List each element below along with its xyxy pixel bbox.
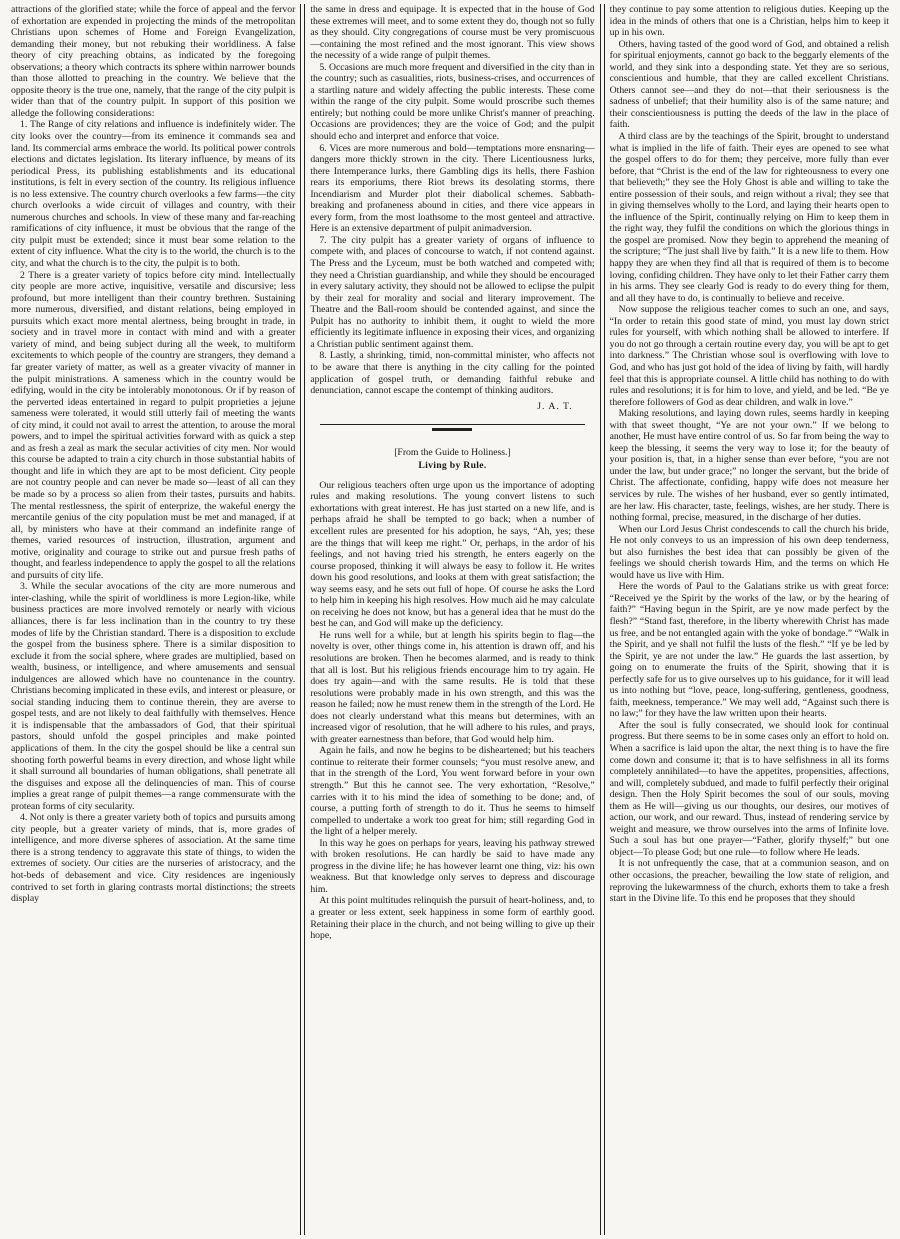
paragraph: 4. Not only is there a greater variety both of topics and pursuits among city people, but a greater variety of minds, that is, more grades of intelligence, and more diverse spheres of association. At the same time there is a strong tendency to aggravate this state of things, to widen the extremes of society. Our cities are the nurseries of aristocracy, and the hot-beds of debasement and vice. City residences are ingeniously contrived to set forth in glaring contrasts mortal distinctions; the streets display <box>11 812 296 905</box>
paragraph: the same in dress and equipage. It is expected that in the house of God these extremes will meet, and to some extent they do, though not so fully as they should. City congregations of course must be very promiscuous—containing the most refined and the most ignorant. This view shows the necessity of a wide range of pulpit themes. <box>310 4 595 62</box>
paragraph: Others, having tasted of the good word of God, and obtained a relish for spiritual enjoyments, cannot go back to the beggarly elements of the world, and they sink into a desponding state. Yet they are so serious, conscientious and humble, that they are called excellent Christians. Others cannot see—and they do not—that their seriousness is the sadness of unbelief; that their humility also is of the same nature; and their conscientiousness is putting the deeds of the law in the place of faith. <box>609 38 889 131</box>
article-title: Living by Rule. <box>418 460 487 472</box>
paragraph: Making resolutions, and laying down rules, seems hardly in keeping with that sweet thought, “Ye are not your own.” If we belong to another, He must have entire control of us. So far from being the way to keep the blessing, it seems the very way to lose it; for the beauty of your position is, that, in a higher sense than ever before, “you are not under the law, but under grace;” no longer the servant, but the bride of Christ. The affectionate, confiding, happy wife does not measure her services by rule. The wishes of her husband, ever so gently intimated, are her law. His character, taste, feelings, wishes, are her study. There is nothing formal, precise, measured, in the discharge of her duties. <box>609 408 889 524</box>
paragraph: 6. Vices are more numerous and bold—temptations more ensnaring—dangers more thickly strown in the city. There Licentiousness lurks, there Intemperance lurks, there Gambling digs its hells, there Fashion rears its emporiums, there Riot brews its desolating storms, there Incendiarism and Murder plot their diabolical schemes. Sabbath-breaking and profaneness abound in cities, and there vice appears in every form, from the most loathsome to the most genteel and attractive. Here is an extensive department of pulpit animadversion. <box>310 142 595 235</box>
paragraph: Again he fails, and now he begins to be disheartened; but his teachers continue to reiterate their former counsels; “you must resolve anew, and that in the strength of the Lord, You went forward before in your own strength.” But this he cannot see. The very exhortation, “Resolve,” carries with it to his mind the idea of something to be done; and, of course, a putting forth of strength to do it. Thus he seems to himself compelled to undertake a work too great for him; still regarding God in the light of a helper merely. <box>310 745 595 838</box>
column-middle <box>304 4 599 1235</box>
divider-line <box>320 424 584 425</box>
paragraph: 8. Lastly, a shrinking, timid, non-committal minister, who affects not to be aware that there is anything in the city calling for the pointed application of gospel truth, or demanding faithful rebuke and denunciation, cannot escape the contempt of thinking auditors. <box>310 350 595 397</box>
column-right <box>604 4 894 1235</box>
paragraph: they continue to pay some attention to religious duties. Keeping up the idea in the minds of others that one is a Christian, helps him to keep it up in his own. <box>609 4 889 39</box>
paragraph: At this point multitudes relinquish the pursuit of heart-holiness, and, to a greater or less extent, seek happiness in some form of earthly good. Retaining their place in the church, and not being willing to give up their hope, <box>310 895 595 942</box>
author-signature: J. A. T. <box>537 400 573 412</box>
paragraph: 2 There is a greater variety of topics before city mind. Intellectually city people are more active, inquisitive, versatile and discursive; less profound, but more intelligent than their country brethren. Sustaining more numerous, diversified, and distant relations, being employed in pursuits which exact more mental alertness, being brought in trade, in society and in travel more in contact with mind and with a greater variety of mind, and being subject during all the week, to multiform excitements to which people of the country are strangers, they demand a far greater variety of matter, as well as a greater vivacity of manner in the pulpit ministrations. A sameness which in the country would be edifying, would in the city be intolerably monotonous. Or if by reason of the perverted ideas entertained in regard to pulpit proprieties a jejune sameness were tolerated, it would still utterly fail of meeting the wants of city mind, it could not avail to arrest the attention, to arouse the moral powers, and to impel the spiritual activities forward with as quick a step and as fresh a zeal as mark the secular activities of city men. Nor would this course be adapted to train a city church in those substantial habits of thought and life in which they are apt to be most deficient. City people are not country people and can never be made so—least of all can they be made so by a process so alien from their tastes, pursuits and habits. The mental restlessness, the spirit of enterprize, the wakeful energy the mercantile genius of the city population must be met and managed, if at all, by ministers who have at their command an indefinite range of themes, varied resources of instruction, illustration, argument and motive, originality and courage to strike out and pursue fresh paths of thought, and fearless independence to apply the gospel to all the relations and pursuits of city life. <box>11 269 296 581</box>
paragraph: When our Lord Jesus Christ condescends to call the church his bride, He not only conveys to us an impression of his own deep tenderness, but also furnishes the best idea that can possibly be given of the feelings we should cherish towards Him, and the terms on which He would have us live with Him. <box>609 523 889 581</box>
paragraph: 5. Occasions are much more frequent and diversified in the city than in the country; such as casualities, riots, business-crises, and occurrences of a startling nature and widely affecting the public interests. These come within the range of the city pulpit. Some would proscribe such themes entirely; but nothing could be more unlike Christ's manner of preaching. Occasions are providences; they are the voice of God; and the pulpit should echo and interpret and enforce that voice. <box>310 61 595 143</box>
paragraph: In this way he goes on perhaps for years, leaving his pathway strewed with broken resolutions. He can hardly be said to have made any progress in the divine life; he has however learnt one thing, viz: his own weakness. But that knowledge only serves to depress and discourage him. <box>310 837 595 895</box>
paragraph: 7. The city pulpit has a greater variety of organs of influence to compete with, and places of concourse to watch, if not contend against. The Press and the Lyceum, must be both watched and competed with; they need a Christian guardianship, and while they should be encouraged in every salutary activity, they should not be allowed to eclipse the pulpit by their zeal for morality and social and literary improvement. The Theatre and the Ball-room should be contended against, and since the Pulpit has no authority to inhibit them, it ought to wield the more efficiently its legitimate influence in exposing their vices, and organizing a Christian public sentiment against them. <box>310 234 595 350</box>
section-divider <box>310 424 594 437</box>
column-left <box>6 4 300 1235</box>
paragraph: attractions of the glorified state; while the force of appeal and the fervor of exhortation are expended in projecting the minds of the metropolitan Christians upon schemes of Home and Foreign Evangelization, demanding their money, but not rebuking their worldliness. A false theory of city preaching obtains, as indicated by the foregoing observations; a theory which contracts its sphere within narrower bounds than those allotted to preaching in the country. We believe that the opposite theory is the true one, namely, that the range of the city pulpit is wider than that of the country pulpit. In support of this position we alledge the following considerations: <box>11 4 296 119</box>
paragraph: 1. The Range of city relations and influence is indefinitely wider. The city looks over the country—from its eminence it commands sea and land. Its commercial arms embrace the world. Its political power controls elections and dictates legislation. Its literary influence, by means of its periodical Press, its publishing establishments and its educational institutions, is felt in every section of the country. Its religious influence is no less extensive. The country church overlooks a few farms—the city church overlooks a wide circuit of villages and country, with their numerous churches and schools. In view of these many and far-reaching ramifications of city influence, it must be obvious that the range of the city pulpit must be extended; since it must bear some relation to the extent of city influence. What the city is to the world, the church is to the city, and what the church is to the city, the pulpit is to both. <box>11 119 296 270</box>
paragraph: Here the words of Paul to the Galatians strike us with great force: “Received ye the Spirit by the works of the law, or by the hearing of faith?” “Having begun in the Spirit, are ye now made perfect by the flesh?” “Stand fast, therefore, in the liberty wherewith Christ has made us free, and be not entangled again with the yoke of bondage.” “Walk in the Spirit, and ye shall not fulfil the lusts of the flesh.” “If ye be led by the Spirit, ye are not under the law.” He guards the last assertion, by going on to enumerate the fruits of the Spirit, showing that it is perfectly safe for us to give ourselves up to his guidance, for it will lead us into nothing but “love, peace, long-suffering, gentleness, goodness, faith, meekness, temperance.” We may well add, “Against such there is no law;” for they have the law written upon their hearts. <box>609 581 889 720</box>
paragraph: He runs well for a while, but at length his spirits begin to flag—the novelty is over, other things come in, his attention is drawn off, and his resolutions are broken. Then he becomes alarmed, and is ready to think that all is lost. But his religious friends encourage him to try again. He does try again—and with the same results. He is told that these resolutions were probably made in his own strength, and this was the reason he failed; now he must renew them in the strength of the Lord. He does not clearly understand what this means but determines, with an increased vigor of resolution, that he will adhere to his rules, and prays, with greater earnestness than before, that God would help him. <box>310 629 595 745</box>
paragraph: 3. While the secular avocations of the city are more numerous and inter-clashing, while the spirit of worldliness is more Legion-like, while business practices are more involved remotely or nearly with vicious alliances, there is far less inclination than in the country to try these modes of life by the Christian standard. There is a disposition to exclude the gospel from the business sphere. There is a similar disposition to exclude it from the social sphere, where grades are multiplied, based on wealth, business, or intelligence, and where amusements and sensual indulgences are allowed which have no countenance in the country. Christians becoming implicated in these evils, and interest or pleasure, or social standing inducing them to continue therein, they are averse to gospel tests, and are not likely to deal faithfully with themselves. Hence it is indispensable that the ambassadors of God, that their spiritual pastors, should unfold the gospel principles and make pointed applications of them. In the city the gospel should be like a central sun shooting forth powerful beams in every direction, and whose light while it shall surround all boundaries of human obligations, shall penetrate all the disguises and expose all the delinquencies of man. This of course implies a great range of pulpit themes—a range commensurate with the protean forms of city secularity. <box>11 581 296 812</box>
paragraph: Now suppose the religious teacher comes to such an one, and says, “In order to retain this good state of mind, you must lay down strict rules for yourself, with which nothing shall be allowed to interfere. If you do not go through a certain routine every day, you will be apt to get into darkness.” The Christian whose soul is overflowing with love to God, and who has just got hold of the idea of living by faith, will hardly feel that this is appropriate counsel. A little child has nothing to do with rules and resolutions; it is for him to love, and yield, and be led. “Be ye therefore followers of God as dear children, and walk in love.” <box>609 304 889 408</box>
source-attribution: [From the Guide to Holiness.] <box>394 446 511 458</box>
paragraph: It is not unfrequently the case, that at a communion season, and on other occasions, the preacher, bewailing the low state of religion, and reproving the lukewarmness of the church, exhorts them to take a fresh start in the Divine life. To this end he proposes that they should <box>609 858 889 905</box>
paragraph: A third class are by the teachings of the Spirit, brought to understand what is implied in the life of faith. Their eyes are opened to see what the gospel offers to do for them; they perceive, more fully than ever before, that “Christ is the end of the law for righteousness to every one that believeth;” they see the Holy Ghost is able and willing to take the entire possession of their souls, and reign without a rival; they see that in giving themselves wholly to the Lord, and laying their hearts open to the influence of the Spirit, continually relying on Him to keep them in the right way, they fulfil the conditions on which the glorious things in the gospel are promised. Now they begin to apprehend the meaning of the scripture; “The just shall live by faith.” It is a new life to them. How happy they are when they find all that is required of them is to become loving, confiding children. They have only to let their Father carry them in his arms. They see clearly God is ready to do every thing for them, and all they have to do, is continually to believe and receive. <box>609 131 889 304</box>
divider-ornament <box>432 428 472 431</box>
paragraph: Our religious teachers often urge upon us the importance of adopting rules and making resolutions. The young convert listens to such exhortations with great interest. He has just started on a new life, and is perhaps afraid he shall be tempted to go back; when a number of excellent rules are presented for his adoption, he says, “Ah, yes; these are the things that will keep me right.” Or, perhaps, in the ardor of his feelings, and not having tried his strength, he enters eagerly on the course proposed, thinking it will always be easy to follow it. He writes down his good resolutions, and looks at them with great satisfaction; the way seems easy, and he sets out full of hope. Of course he asks the Lord to help him in keeping his high resolves. How much aid he may calculate on receiving he does not know, but has a general idea that he must do the best he can, and God will make up the deficiency. <box>310 479 595 630</box>
paragraph: After the soul is fully consecrated, we should look for continual progress. But there seems to be in some cases only an effort to hold on. When a sacrifice is laid upon the altar, the next thing is to have the fire come down and consume it; that is to have selfishness in all its forms completely annihilated—to have the appetites, propensities, affections, and will, completely subdued, and made to fulfil perfectly their original design. Then the Holy Spirit becomes the soul of our souls, moving them as He will—giving us our thoughts, our desires, our motives of action, our work, and our reward. Thus, instead of rendering service by weight and measure, we throw ourselves into the arms of Infinite love. Such a soul has but one prayer—“Father, glorify thyself;” but one object—To please God; but one rule—to follow where He leads. <box>609 719 889 858</box>
